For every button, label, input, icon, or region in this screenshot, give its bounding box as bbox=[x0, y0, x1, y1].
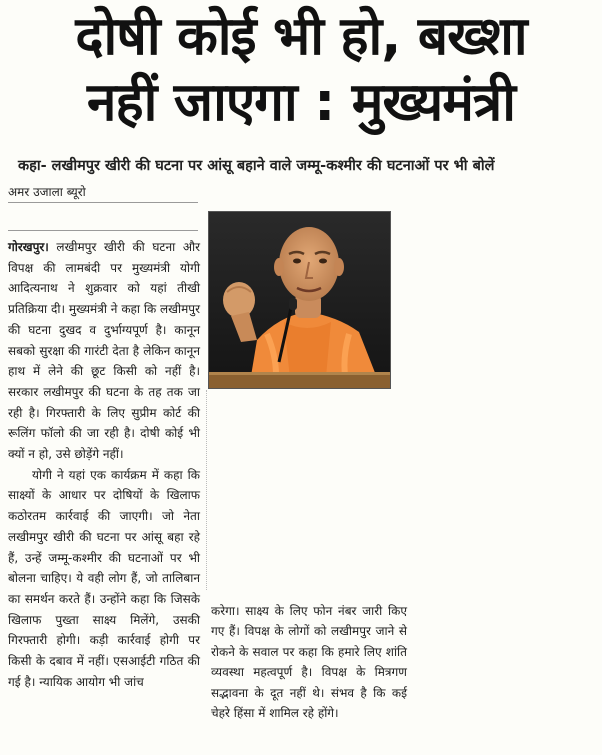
headline-line-1: दोषी कोई भी हो, बख्शा bbox=[75, 6, 527, 67]
byline-rule bbox=[8, 202, 198, 203]
article-paragraph-2: योगी ने यहां एक कार्यक्रम में कहा कि साक्ष्यों के आधार पर दोषियों के खिलाफ कठोरतम कार्रवाई की जाएगी। जो नेता लखीमपुर खीरी की घटना पर आंसू बहा रहे हैं, उन्हें जम्मू-कश्मीर की घटनाओं पर भी बोलना चाहिए। ये वही लोग हैं, जो तालिबान का समर्थन करते हैं। उन्होंने कहा कि जिसके खिलाफ पुख्ता साक्ष्य मिलेंगे, उसकी गिरफ्तारी होगी। कड़ी कार्रवाई होगी पर किसी के दबाव में नहीं। एसआईटी गठित की गई है। न्यायिक आयोग भी जांच bbox=[8, 467, 200, 689]
byline: अमर उजाला ब्यूरो bbox=[8, 185, 86, 199]
article-text-1: लखीमपुर खीरी की घटना और विपक्ष की लामबंदी पर मुख्यमंत्री योगी आदित्यनाथ ने शुक्रवार को यहां तीखी प्रतिक्रिया दी। मुख्यमंत्री ने कहा कि लखीमपुर की घटना दुखद व दुर्भाग्यपूर्ण है। कानून सबको सुरक्षा की गारंटी देता है लेकिन कानून हाथ में लेने की छूट किसी को नहीं है। सरकार लखीमपुर की घटना के तह तक जा रही है। गिरफ्तारी के लिए सुप्रीम कोर्ट की रूलिंग फॉलो की जा रही है। दोषी कोई भी क्यों न हो, उसे छोड़ेंगे नहीं। bbox=[8, 240, 200, 462]
headline-line-2: नहीं जाएगा : मुख्यमंत्री bbox=[87, 72, 515, 133]
dateline: गोरखपुर। bbox=[8, 240, 49, 254]
headline bbox=[0, 4, 602, 136]
subheadline: कहा- लखीमपुर खीरी की घटना पर आंसू बहाने वाले जम्मू-कश्मीर की घटनाओं पर भी बोलें bbox=[18, 158, 495, 174]
speaker-photo-illustration bbox=[209, 212, 390, 388]
article-column-left bbox=[8, 237, 200, 692]
column-top-rule bbox=[8, 230, 198, 231]
column-divider bbox=[206, 390, 208, 590]
article-column-right bbox=[211, 601, 407, 723]
article-photo bbox=[208, 211, 391, 389]
article-paragraph-1 bbox=[8, 237, 200, 465]
article-paragraph-3: करेगा। साक्ष्य के लिए फोन नंबर जारी किए गए हैं। विपक्ष के लोगों को लखीमपुर जाने से रोकने के सवाल पर कहा कि हमारे लिए शांति व्यवस्था महत्वपूर्ण है। विपक्ष के मित्रगण सद्भावना के दूत नहीं थे। संभव है कि कई चेहरे हिंसा में शामिल रहे होंगे। bbox=[211, 604, 407, 721]
